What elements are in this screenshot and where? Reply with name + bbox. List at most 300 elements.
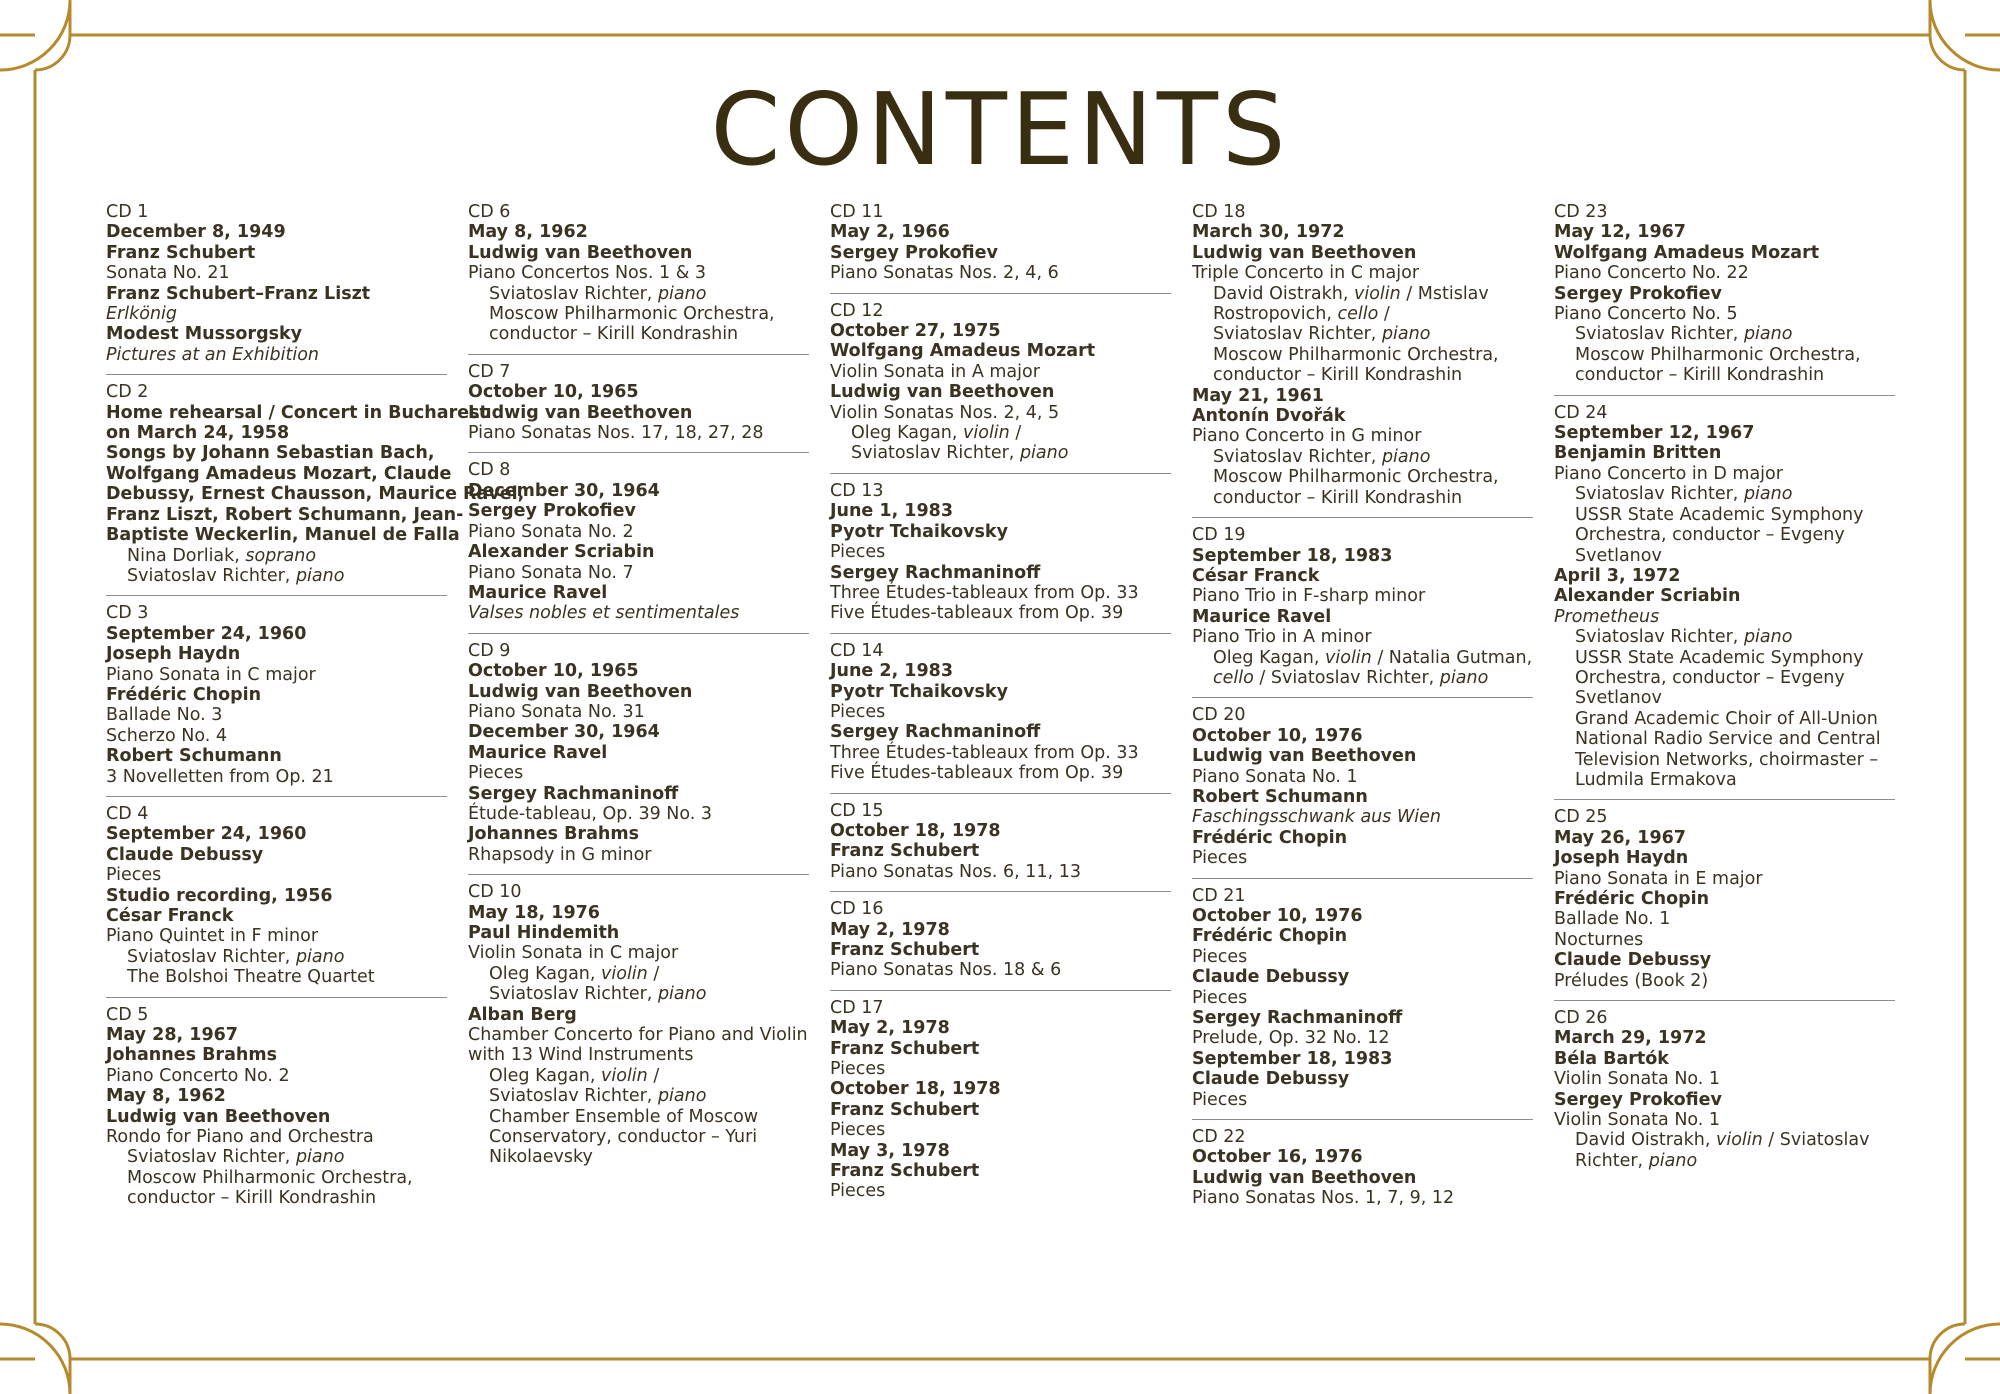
entry-line	[106, 304, 447, 324]
entry-line	[468, 903, 809, 923]
entry-line	[106, 1086, 447, 1106]
entry-line	[468, 661, 809, 681]
cd-entry	[1554, 202, 1895, 395]
bold-text: Benjamin Britten	[1554, 443, 1722, 464]
text: Violin Sonata in C major	[468, 943, 679, 964]
text: Piano Sonatas Nos. 1, 7, 9, 12	[1192, 1188, 1455, 1209]
bold-text: Joseph Haydn	[1554, 848, 1689, 869]
entry-line	[830, 403, 1171, 423]
performer-line	[1192, 365, 1533, 385]
text: Moscow Philharmonic Orchestra,	[1213, 467, 1499, 488]
entry-line	[830, 1039, 1171, 1059]
performer-line	[468, 1147, 809, 1167]
bold-text: Ludwig van Beethoven	[1192, 746, 1417, 767]
entry-line	[830, 243, 1171, 263]
entry-line	[106, 324, 447, 344]
performer-line	[468, 324, 809, 344]
text: Moscow Philharmonic Orchestra,	[127, 1167, 413, 1188]
entry-line	[1192, 828, 1533, 848]
entry-line	[106, 746, 447, 766]
cd-entry	[830, 293, 1171, 473]
performer-line	[1554, 627, 1895, 647]
text: Sviatoslav Richter,	[489, 1086, 658, 1107]
text: Oleg Kagan,	[1213, 647, 1326, 668]
text: Sviatoslav Richter,	[1575, 627, 1744, 648]
entry-line	[1554, 971, 1895, 991]
cd-label: CD 9	[468, 640, 511, 661]
cd-entry	[1192, 1119, 1533, 1218]
italic-text: violin	[1353, 283, 1401, 304]
entry-line	[106, 345, 447, 365]
text: Pieces	[1192, 1089, 1248, 1110]
text: Oleg Kagan,	[851, 423, 964, 444]
entry-line	[1554, 1110, 1895, 1130]
bold-text: Sergey Rachmaninoff	[830, 562, 1041, 583]
entry-line	[468, 481, 809, 501]
bold-text: May 12, 1967	[1554, 222, 1686, 243]
entry-line	[468, 1045, 809, 1065]
performer-line	[1554, 709, 1895, 729]
entry-line	[830, 563, 1171, 583]
text: Étude-tableau, Op. 39 No. 3	[468, 803, 713, 824]
entry-line	[106, 402, 488, 423]
entry-line	[1192, 967, 1533, 987]
text: Pieces	[830, 1059, 886, 1080]
entry-line	[468, 702, 809, 722]
entry-line	[106, 926, 447, 946]
bold-text: October 10, 1976	[1192, 725, 1363, 746]
performer-line	[1192, 668, 1533, 688]
cd-label: CD 4	[106, 803, 149, 824]
cd-entry	[106, 796, 447, 997]
bold-text: May 8, 1962	[468, 222, 588, 243]
cd-entry	[106, 997, 447, 1218]
cd-entry	[468, 452, 809, 632]
performer-line	[1554, 324, 1895, 344]
entry-line	[830, 222, 1171, 242]
text: Piano Sonatas Nos. 18 & 6	[830, 960, 1062, 981]
entry-line	[106, 644, 447, 664]
performer-line	[106, 566, 447, 586]
text: Orchestra, conductor – Evgeny	[1575, 525, 1845, 546]
performer-line	[1192, 324, 1533, 344]
performer-line	[1554, 1130, 1895, 1150]
entry-line	[1192, 787, 1533, 807]
text: Piano Concerto No. 2	[106, 1065, 290, 1086]
performer-line	[468, 304, 809, 324]
cd-label: CD 25	[1554, 807, 1608, 828]
text: Piano Sonata No. 1	[1192, 766, 1358, 787]
bold-text: Ludwig van Beethoven	[1192, 242, 1417, 263]
performer-line	[1554, 770, 1895, 790]
text: /	[1009, 423, 1022, 444]
performer-line	[468, 1086, 809, 1106]
performer-line	[830, 423, 1171, 443]
cd-label: CD 18	[1192, 202, 1246, 222]
text: Piano Sonatas Nos. 2, 4, 6	[830, 263, 1059, 284]
entry-line	[468, 243, 809, 263]
performer-line	[106, 947, 447, 967]
text: Three Études-tableaux from Op. 33	[830, 582, 1139, 603]
italic-text: violin	[1325, 647, 1372, 668]
bold-text: September 24, 1960	[106, 824, 307, 845]
entry-line	[830, 821, 1171, 841]
performer-line	[1554, 345, 1895, 365]
entry-line	[1554, 243, 1895, 263]
cd-entry	[468, 874, 809, 1177]
entry-line	[468, 682, 809, 702]
text: Violin Sonatas Nos. 2, 4, 5	[830, 402, 1060, 423]
entry-line	[1554, 566, 1895, 586]
text: Sviatoslav Richter,	[1575, 324, 1744, 345]
italic-text: piano	[657, 1086, 707, 1107]
cd-label: CD 8	[468, 460, 511, 481]
text: Svetlanov	[1575, 545, 1662, 566]
cd-entry	[1192, 697, 1533, 877]
bold-text: May 21, 1961	[1192, 385, 1324, 406]
performer-line	[1192, 467, 1533, 487]
entry-line	[1554, 586, 1895, 606]
bold-text: Franz Liszt, Robert Schumann, Jean-	[106, 504, 464, 525]
text: Three Études-tableaux from Op. 33	[830, 742, 1139, 763]
text: conductor – Kirill Kondrashin	[1213, 365, 1463, 386]
bold-text: Franz Schubert	[830, 940, 980, 960]
bold-text: Studio recording, 1956	[106, 885, 333, 906]
italic-text: piano	[1743, 324, 1793, 345]
bold-text: June 1, 1983	[830, 501, 954, 522]
text: Pieces	[468, 763, 524, 784]
text: Préludes (Book 2)	[1554, 970, 1709, 991]
italic-text: piano	[657, 283, 707, 304]
bold-text: Béla Bartók	[1554, 1048, 1669, 1069]
bold-text: Johannes Brahms	[106, 1045, 277, 1066]
text: /	[647, 963, 660, 984]
entry-line	[468, 423, 809, 443]
italic-text: violin	[1715, 1130, 1763, 1151]
performer-line	[1192, 284, 1533, 304]
italic-text: Valses nobles et sentimentales	[468, 603, 740, 624]
entry-line	[468, 382, 809, 402]
text: Piano Concerto in G minor	[1192, 426, 1422, 447]
entry-line	[1192, 1188, 1533, 1208]
bold-text: Sergey Rachmaninoff	[830, 722, 1041, 743]
entry-line	[106, 463, 452, 484]
text: / Natalia Gutman,	[1371, 647, 1533, 668]
bold-text: Franz Schubert–Franz Liszt	[106, 283, 371, 304]
bold-text: May 2, 1978	[830, 919, 950, 940]
contents-column	[1192, 202, 1533, 1218]
performer-line	[1192, 488, 1533, 508]
bold-text: Debussy, Ernest Chausson, Maurice Ravel,	[106, 484, 525, 505]
italic-text: violin	[601, 1065, 648, 1086]
entry-line	[106, 824, 447, 844]
contents-column	[830, 202, 1171, 1218]
italic-text: piano	[295, 946, 345, 967]
entry-line	[1554, 889, 1895, 909]
cd-entry	[1192, 878, 1533, 1119]
entry-line	[830, 661, 1171, 681]
cd-label: CD 23	[1554, 202, 1608, 222]
text: Prelude, Op. 32 No. 12	[1192, 1028, 1390, 1049]
cd-label: CD 10	[468, 882, 522, 903]
text: Piano Sonata in E major	[1554, 868, 1763, 889]
bold-text: Alexander Scriabin	[468, 542, 655, 563]
entry-line	[106, 726, 447, 746]
text: Sviatoslav Richter,	[127, 946, 296, 967]
text: Scherzo No. 4	[106, 725, 227, 746]
entry-line	[468, 722, 809, 742]
text: Rhapsody in G minor	[468, 844, 652, 865]
entry-line	[1192, 726, 1533, 746]
entry-line	[468, 763, 809, 783]
bold-text: Baptiste Weckerlin, Manuel de Falla	[106, 525, 460, 546]
cd-entry	[106, 595, 447, 796]
italic-text: violin	[963, 423, 1010, 444]
entry-line	[830, 1059, 1171, 1079]
italic-text: Erlkönig	[106, 304, 178, 325]
entry-line	[1554, 1049, 1895, 1069]
text: Pieces	[1192, 848, 1248, 869]
performer-line	[1192, 345, 1533, 365]
bold-text: Sergey Rachmaninoff	[1192, 1008, 1403, 1029]
bold-text: May 18, 1976	[468, 902, 600, 923]
entry-line	[1554, 1090, 1895, 1110]
bold-text: Antonín Dvořák	[1192, 406, 1346, 427]
text: Sviatoslav Richter,	[851, 443, 1020, 464]
text: Ludmila Ermakova	[1575, 769, 1737, 790]
bold-text: Maurice Ravel	[468, 742, 608, 763]
bold-text: Maurice Ravel	[1192, 606, 1332, 627]
performer-line	[468, 964, 809, 984]
entry-line	[468, 923, 809, 943]
text: Sviatoslav Richter,	[127, 565, 296, 586]
entry-line	[468, 263, 809, 283]
italic-text: piano	[295, 1147, 345, 1168]
entry-line	[830, 1100, 1171, 1120]
entry-line	[830, 1018, 1171, 1038]
bold-text: Ludwig van Beethoven	[468, 402, 693, 423]
performer-line	[468, 1127, 809, 1147]
bold-text: Alexander Scriabin	[1554, 586, 1741, 607]
cd-entry	[1192, 517, 1533, 697]
entry-line	[468, 784, 809, 804]
bold-text: Wolfgang Amadeus Mozart, Claude	[106, 463, 452, 484]
bold-text: October 27, 1975	[830, 321, 1001, 342]
cd-entry	[830, 633, 1171, 793]
bold-text: June 2, 1983	[830, 661, 954, 682]
entry-line	[106, 665, 447, 685]
entry-line	[830, 960, 1171, 980]
entry-line	[830, 841, 1171, 861]
performer-line	[1192, 304, 1533, 324]
italic-text: piano	[1743, 627, 1793, 648]
text: Richter,	[1575, 1150, 1649, 1171]
bold-text: Songs by Johann Sebastian Bach,	[106, 443, 435, 464]
bold-text: Wolfgang Amadeus Mozart	[1554, 242, 1820, 263]
text: Pieces	[830, 542, 886, 563]
text: Oleg Kagan,	[489, 1065, 602, 1086]
italic-text: cello	[1213, 667, 1254, 688]
performer-line	[106, 1147, 447, 1167]
italic-text: piano	[1439, 667, 1489, 688]
bold-text: César Franck	[1192, 565, 1320, 586]
performer-line	[468, 984, 809, 1004]
entry-line	[1554, 423, 1895, 443]
text: Piano Concerto No. 22	[1554, 263, 1749, 284]
text: Pieces	[830, 701, 886, 722]
text: / Sviatoslav Richter,	[1253, 667, 1440, 688]
italic-text: piano	[1381, 446, 1431, 467]
bold-text: Claude Debussy	[106, 844, 264, 865]
bold-text: December 30, 1964	[468, 480, 660, 501]
cd-label: CD 13	[830, 480, 884, 501]
text: Ballade No. 3	[106, 705, 223, 726]
bold-text: Frédéric Chopin	[1554, 889, 1710, 909]
text: /	[1378, 304, 1390, 325]
entry-line	[106, 504, 464, 525]
entry-line	[830, 1079, 1171, 1099]
text: Sviatoslav Richter,	[489, 283, 658, 304]
text: National Radio Service and Central	[1575, 729, 1881, 750]
text: Orchestra, conductor – Evgeny	[1575, 667, 1845, 688]
entry-line	[106, 886, 447, 906]
italic-text: piano	[1743, 484, 1793, 505]
text: The Bolshoi Theatre Quartet	[127, 967, 375, 988]
text: Violin Sonata No. 1	[1554, 1069, 1721, 1090]
entry-line	[1192, 926, 1533, 946]
contents-column	[468, 202, 809, 1218]
performer-line	[1554, 668, 1895, 688]
italic-text: piano	[1381, 324, 1431, 345]
text: conductor – Kirill Kondrashin	[489, 324, 739, 345]
bold-text: October 10, 1965	[468, 661, 639, 682]
text: Pieces	[106, 865, 162, 886]
text: Sviatoslav Richter,	[1213, 324, 1382, 345]
text: Pieces	[830, 1120, 886, 1141]
entry-line	[830, 1141, 1171, 1161]
entry-line	[830, 321, 1171, 341]
text: Piano Sonata in C major	[106, 664, 316, 685]
cd-entry	[106, 202, 447, 374]
entry-line	[106, 284, 447, 304]
text: David Oistrakh,	[1213, 283, 1354, 304]
entry-line	[1192, 406, 1533, 426]
entry-line	[830, 603, 1171, 623]
text: Sviatoslav Richter,	[489, 984, 658, 1005]
italic-text: Faschingsschwank aus Wien	[1192, 807, 1441, 828]
cd-entry	[830, 990, 1171, 1211]
performer-line	[106, 1188, 447, 1208]
entry-line	[1554, 930, 1895, 950]
entry-line	[1192, 1008, 1533, 1028]
text: Piano Concerto No. 5	[1554, 304, 1738, 325]
entry-line	[468, 603, 809, 623]
entry-line	[468, 845, 809, 865]
text: /	[647, 1065, 660, 1086]
entry-line	[1554, 950, 1895, 970]
entry-line	[106, 1066, 447, 1086]
entry-line	[830, 1120, 1171, 1140]
performer-line	[1554, 546, 1895, 566]
entry-line	[1554, 222, 1895, 242]
cd-label: CD 26	[1554, 1008, 1608, 1029]
entry-line	[1554, 909, 1895, 929]
performer-line	[106, 546, 447, 566]
text: Television Networks, choirmaster –	[1575, 749, 1879, 770]
bold-text: May 8, 1962	[106, 1086, 226, 1107]
performer-line	[1554, 484, 1895, 504]
entry-line	[1192, 222, 1533, 242]
entry-line	[830, 862, 1171, 882]
cd-label: CD 6	[468, 202, 511, 222]
text: 3 Novelletten from Op. 21	[106, 766, 334, 787]
text: Piano Concertos Nos. 1 & 3	[468, 263, 707, 284]
text: Piano Sonata No. 7	[468, 562, 634, 583]
entry-line	[106, 443, 447, 463]
bold-text: Sergey Prokofiev	[830, 242, 998, 263]
entry-line	[106, 865, 447, 885]
entry-line	[1192, 566, 1533, 586]
cd-entry	[1554, 395, 1895, 800]
entry-line	[1192, 607, 1533, 627]
italic-text: piano	[1648, 1150, 1698, 1171]
bold-text: Frédéric Chopin	[1192, 926, 1348, 947]
italic-text: piano	[657, 984, 707, 1005]
text: Piano Sonata No. 2	[468, 521, 634, 542]
entry-line	[1554, 828, 1895, 848]
text: Pieces	[1192, 987, 1248, 1008]
bold-text: Wolfgang Amadeus Mozart	[830, 341, 1096, 362]
bold-text: October 16, 1976	[1192, 1147, 1363, 1168]
entry-line	[1554, 1028, 1895, 1048]
cd-label: CD 21	[1192, 885, 1246, 906]
text: conductor – Kirill Kondrashin	[1575, 365, 1825, 386]
entry-line	[106, 705, 447, 725]
entry-line	[468, 522, 809, 542]
entry-line	[1192, 546, 1533, 566]
text: Sviatoslav Richter,	[1575, 484, 1744, 505]
text: Nocturnes	[1554, 929, 1644, 950]
entry-line	[1554, 1069, 1895, 1089]
cd-entry	[1192, 202, 1533, 517]
text: Chamber Ensemble of Moscow	[489, 1106, 759, 1127]
contents-columns	[106, 202, 1896, 1218]
entry-line	[106, 1127, 447, 1147]
text: with 13 Wind Instruments	[468, 1045, 694, 1066]
bold-text: October 10, 1965	[468, 382, 639, 403]
cd-entry	[830, 793, 1171, 892]
entry-line	[1192, 906, 1533, 926]
text: Pieces	[830, 1181, 886, 1202]
performer-line	[1192, 648, 1533, 668]
entry-line	[106, 243, 447, 263]
cd-label: CD 16	[830, 899, 884, 920]
text: Violin Sonata in A major	[830, 361, 1040, 382]
bold-text: October 18, 1978	[830, 1079, 1001, 1100]
entry-line	[830, 682, 1171, 702]
entry-line	[1192, 988, 1533, 1008]
bold-text: Robert Schumann	[1192, 786, 1368, 807]
bold-text: Alban Berg	[468, 1004, 577, 1025]
entry-line	[1192, 586, 1533, 606]
text: Piano Sonata No. 31	[468, 701, 645, 722]
text: Nikolaevsky	[489, 1147, 593, 1168]
entry-line	[1192, 386, 1533, 406]
bold-text: March 30, 1972	[1192, 222, 1345, 243]
bold-text: Claude Debussy	[1192, 1069, 1350, 1090]
text: USSR State Academic Symphony	[1575, 504, 1864, 525]
entry-line	[830, 722, 1171, 742]
